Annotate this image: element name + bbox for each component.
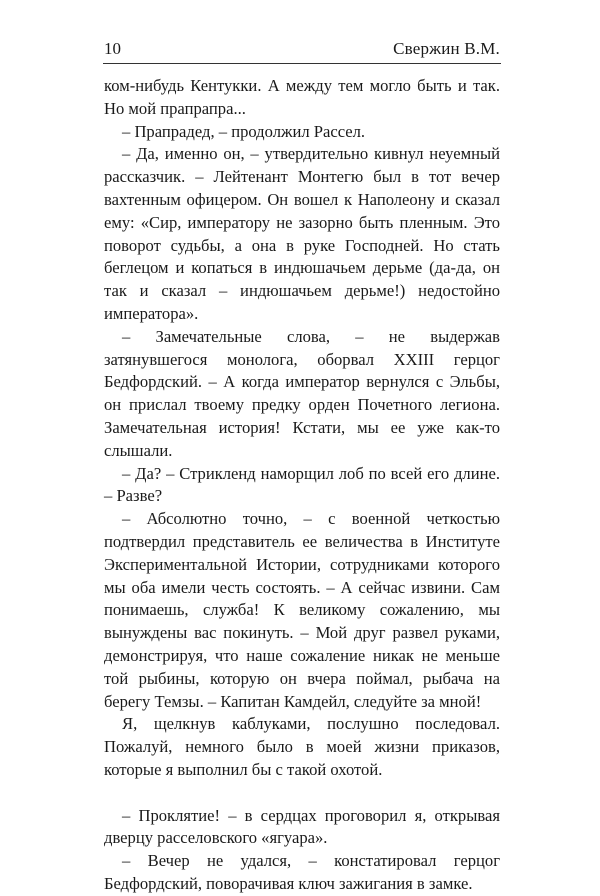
section-break xyxy=(104,782,500,805)
header-rule xyxy=(103,63,501,64)
page-header xyxy=(104,38,500,60)
paragraph: – Да, именно он, – утвердительно кивнул неуемный рассказчик. – Лейтенант Монтегю был в тот вечер вахтенным офицером. Он вошел к Наполеону и сказал ему: «Сир, императору не зазорно быть пленным. Это поворот судьбы, а она в руке Господней. Но стать беглецом и копаться в индюшачьем дерьме (да-да, он так и сказал – индюшачьем дерьме!) недостойно императора». xyxy=(104,144,500,323)
paragraph: – Вечер не удался, – констатировал герцог Бедфордский, поворачивая ключ зажигания в замке. xyxy=(104,851,500,893)
paragraph: – Прапрадед, – продолжил Рассел. xyxy=(122,121,366,141)
running-head-author: Свержин В.М. xyxy=(393,39,500,58)
body-text xyxy=(104,75,500,896)
paragraph: – Абсолютно точно, – с военной четкостью подтвердил представитель ее величества в Институте Экспериментальной Истории, сотрудниками которого мы оба имели честь состоять. – А сейчас извини. Сам понимаешь, служба! К великому сожалению, мы вынуждены вас покинуть. – Мой друг развел руками, демонстрируя, что наше сожаление никак не меньше той рыбины, которую он вчера поймал, рыбача на берегу Темзы. – Капитан Камдейл, следуйте за мной! xyxy=(104,509,500,711)
paragraph: – Замечательные слова, – не выдержав затянувшегося монолога, оборвал XXIII герцог Бедфордский. – А когда император вернулся с Эльбы, он прислал твоему предку орден Почетного легиона. Замечательная история! Кстати, мы ее уже как-то слышали. xyxy=(104,326,500,460)
paragraph: ком-нибудь Кентукки. А между тем могло быть и так. Но мой прапрапра... xyxy=(104,76,500,118)
page-number: 10 xyxy=(104,39,121,58)
paragraph: Я, щелкнув каблуками, послушно последовал. Пожалуй, немного было в моей жизни приказов, которые я выполнил бы с такой охотой. xyxy=(104,714,500,779)
paragraph: – Да? – Стрикленд наморщил лоб по всей его длине. – Разве? xyxy=(104,463,500,506)
paragraph: – Проклятие! – в сердцах проговорил я, открывая дверцу расселовского «ягуара». xyxy=(104,805,500,848)
